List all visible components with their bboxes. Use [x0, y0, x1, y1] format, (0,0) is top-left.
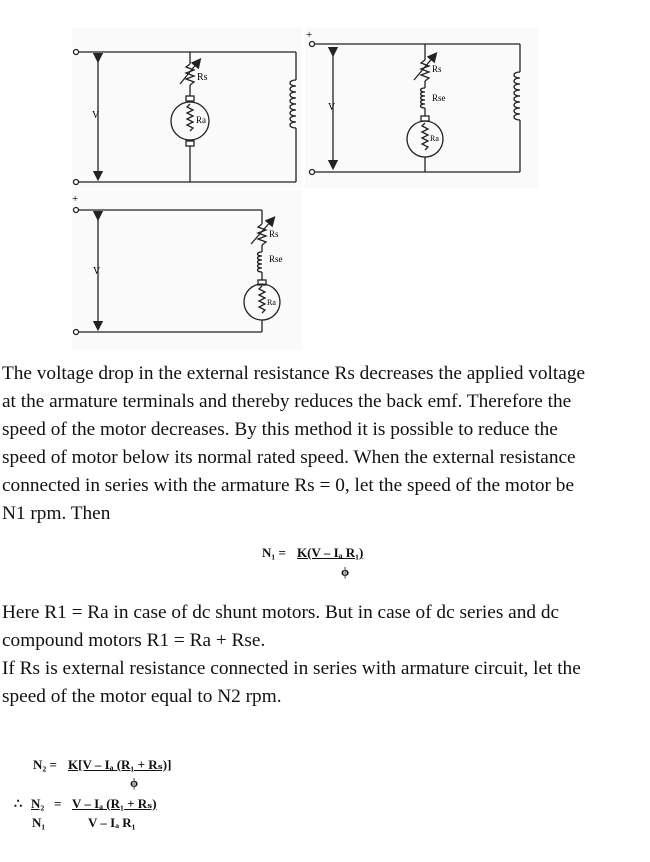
equation-n2-numerator: K[V – Iₐ (R₁ + Rₛ)]: [68, 757, 172, 772]
shunt-armature-label: Ra: [196, 115, 206, 125]
text-line: If Rs is external resistance connected in series with armature circuit, let the: [2, 658, 581, 679]
series-armature-label: Ra: [430, 134, 439, 143]
therefore-symbol: ∴: [14, 796, 23, 811]
series-motor-circuit: [305, 28, 538, 188]
equation-ratio-denominator: V – Iₐ R₁: [88, 815, 136, 830]
equation-ratio-numerator: V – Iₐ (R₁ + Rₛ): [72, 796, 157, 811]
compound-rheostat-label: Rs: [269, 229, 279, 239]
compound-plus-label: +: [72, 193, 79, 205]
circuit-diagrams: [0, 0, 650, 360]
equation-n1-denominator: ϕ: [341, 564, 350, 579]
paragraph-speed-control: [2, 360, 642, 528]
compound-voltage-label: V: [93, 266, 101, 277]
equation-n1-lhs: N₁ =: [262, 545, 286, 560]
series-field-label: Rse: [432, 93, 446, 103]
series-plus-label: +: [306, 29, 313, 41]
series-voltage-label: V: [328, 102, 336, 113]
text-line: Here R1 = Ra in case of dc shunt motors. But in case of dc series and dc: [2, 602, 560, 623]
equation-n2-denominator: ϕ: [130, 775, 139, 790]
compound-armature-label: Ra: [267, 298, 276, 307]
equation-ratio-equals: =: [54, 796, 62, 811]
shunt-voltage-label: V: [92, 110, 100, 121]
equation-n1-numerator: K(V – Iₐ R₁): [297, 545, 364, 560]
text-line: The voltage drop in the external resistance Rs decreases the applied voltage: [2, 363, 586, 384]
text-line: speed of the motor decreases. By this method it is possible to reduce the: [2, 419, 558, 440]
shunt-rheostat-label: Rs: [197, 72, 208, 83]
text-line: speed of motor below its normal rated speed. When the external resistance: [2, 447, 576, 468]
compound-motor-circuit: [72, 190, 302, 350]
equation-ratio-bottom: N₁: [32, 815, 46, 830]
compound-field-label: Rse: [269, 254, 283, 264]
shunt-motor-circuit: [72, 28, 302, 188]
paragraph-series-resistance: [2, 599, 642, 711]
text-line: N1 rpm. Then: [2, 503, 111, 524]
equation-n2-lhs: N₂ =: [33, 757, 57, 772]
text-line: speed of the motor equal to N2 rpm.: [2, 686, 282, 707]
text-line: connected in series with the armature Rs = 0, let the speed of the motor be: [2, 475, 574, 496]
text-line: at the armature terminals and thereby reduces the back emf. Therefore the: [2, 391, 572, 412]
equation-ratio-top: N₂: [31, 796, 45, 811]
series-rheostat-label: Rs: [432, 64, 442, 74]
text-line: compound motors R1 = Ra + Rse.: [2, 630, 266, 651]
